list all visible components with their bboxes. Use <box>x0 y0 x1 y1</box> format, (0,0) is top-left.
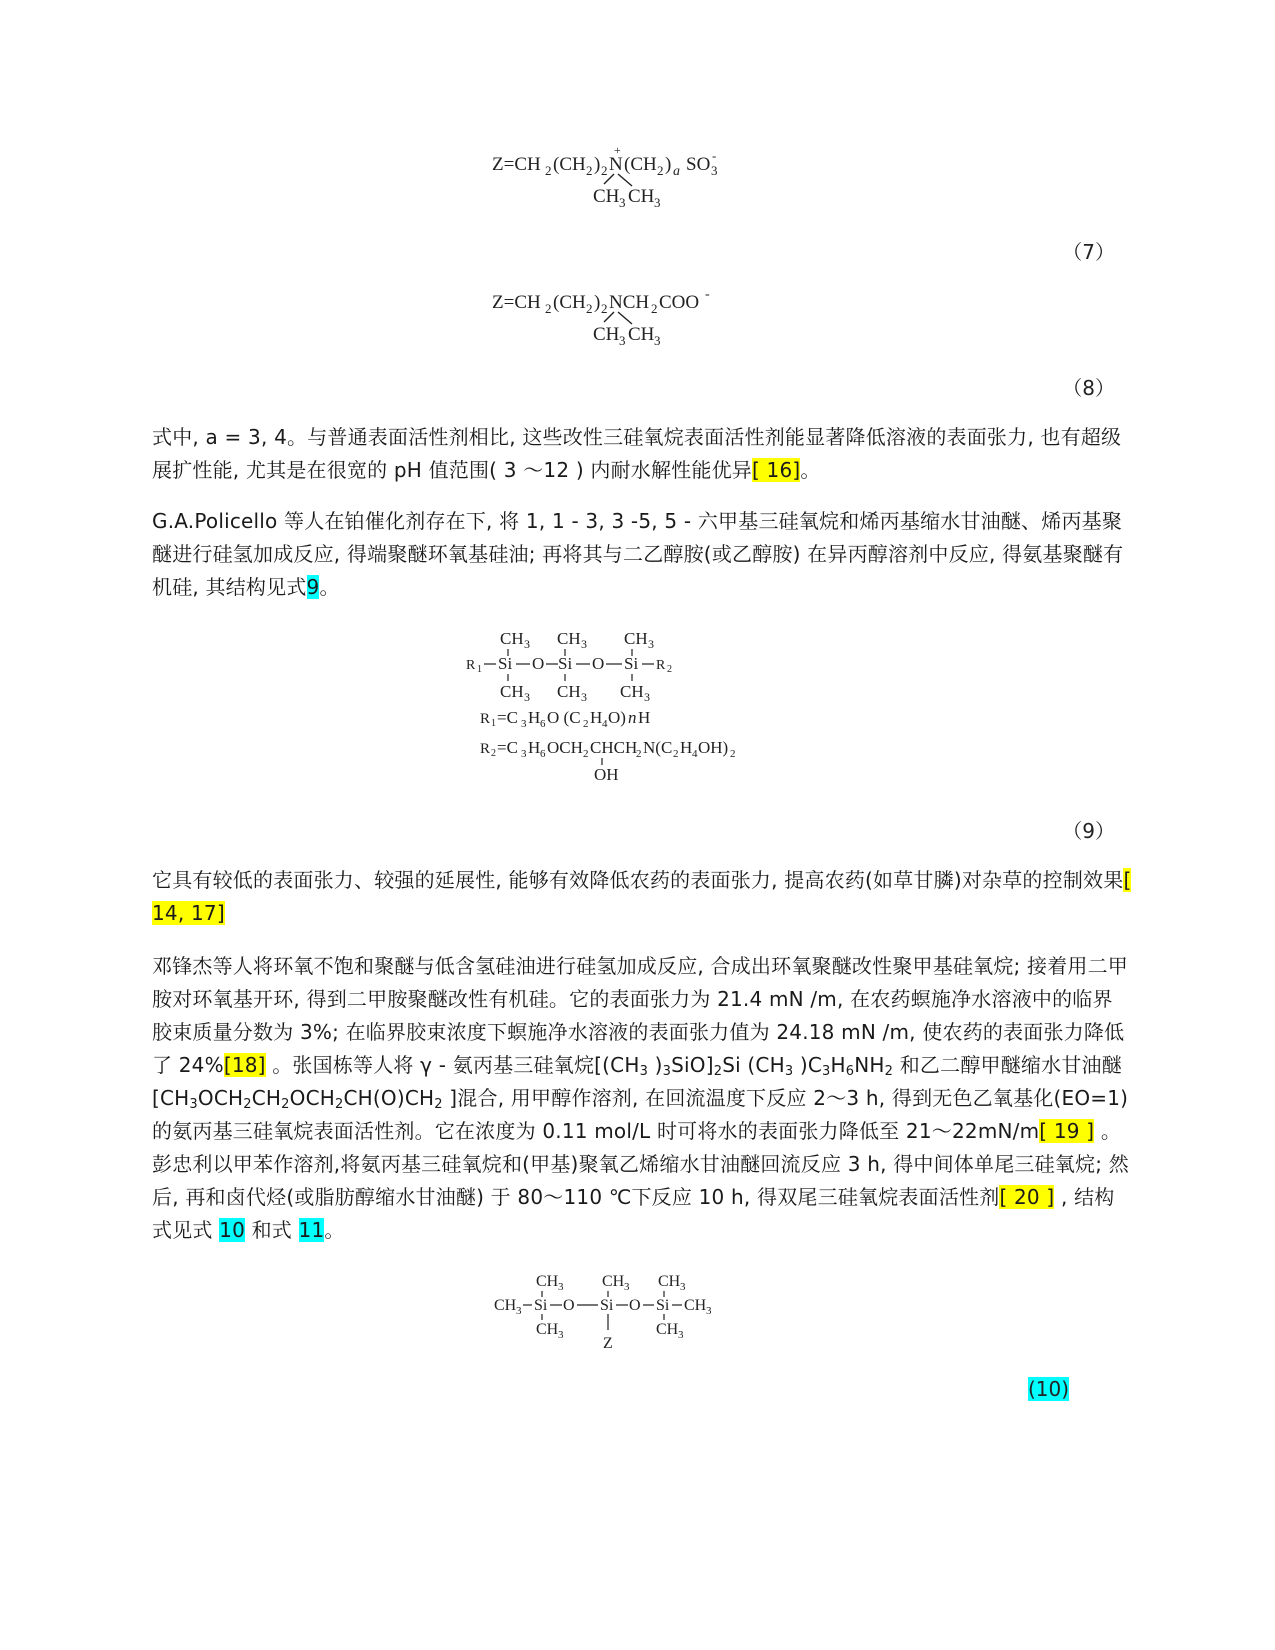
svg-text:CH: CH <box>658 1273 681 1290</box>
paragraph-2 <box>152 505 1132 604</box>
equation-number-10: (10) <box>1027 1377 1069 1401</box>
svg-text:3: 3 <box>524 690 530 704</box>
svg-text:2: 2 <box>491 748 496 759</box>
svg-text:Si: Si <box>656 1297 670 1314</box>
paragraph-4-text-b3: SiO] <box>671 1053 714 1077</box>
svg-text:Si: Si <box>558 654 573 673</box>
svg-text:2: 2 <box>601 163 608 178</box>
svg-text:Si: Si <box>600 1297 614 1314</box>
paragraph-4-text-b13: ]混合, 用甲醇作溶剂, 在回流温度下反应 2～3 h, 得到无色乙氧基化(EO=1) 的氨丙基三硅氧烷表面活性剂。它在浓度为 0.11 mol/L 时可将水的表面张力降低至 21～22mN/m <box>152 1086 1129 1143</box>
svg-text:2: 2 <box>636 748 642 760</box>
svg-text:2: 2 <box>586 163 593 178</box>
svg-text:3: 3 <box>654 333 661 348</box>
svg-text:2: 2 <box>545 163 552 178</box>
svg-text:3: 3 <box>648 637 654 651</box>
svg-text:CH: CH <box>620 682 644 701</box>
paragraph-3-text: 它具有较低的表面张力、较强的延展性, 能够有效降低农药的表面张力, 提高农药(如草甘膦)对杂草的控制效果 <box>152 868 1124 892</box>
svg-text:1: 1 <box>491 718 496 729</box>
svg-text:2: 2 <box>586 301 593 316</box>
paragraph-4-text-c: 。彭忠利以甲苯作溶剂,将氨丙基三硅氧烷和(甲基)聚氧乙烯缩水甘油醚回流反应 3 h, 得中间体单尾三硅氧烷; 然后, 再和卤代烃(或脂肪醇缩水甘油醚) 于 80～110 ℃下反应 10 h, 得双尾三硅氧烷表面活性剂 <box>152 1119 1129 1209</box>
svg-text:H: H <box>680 738 693 757</box>
svg-text:OCH: OCH <box>547 738 583 757</box>
svg-text:3: 3 <box>581 637 587 651</box>
paragraph-3 <box>152 864 1132 930</box>
formula-8 <box>490 278 730 348</box>
paragraph-4-text-b8: 和乙二醇甲醚缩水甘油醚[CH <box>152 1053 1122 1110</box>
subscript: 2 <box>335 1097 344 1112</box>
svg-text:CH: CH <box>602 1273 625 1290</box>
svg-text:O: O <box>563 1297 575 1314</box>
svg-text:Si: Si <box>498 654 513 673</box>
svg-text:-: - <box>712 148 717 163</box>
svg-text:6: 6 <box>540 718 546 730</box>
svg-text:CH: CH <box>536 1273 559 1290</box>
subscript: 2 <box>713 1064 723 1079</box>
svg-text:3: 3 <box>619 195 626 210</box>
svg-text:CH: CH <box>593 186 620 207</box>
paragraph-4-text-b6: H <box>830 1053 846 1077</box>
svg-text:(CH: (CH <box>553 154 586 175</box>
paragraph-4-text-b4: Si (CH <box>722 1053 785 1077</box>
svg-text:2: 2 <box>601 301 608 316</box>
subscript: 3 <box>189 1097 198 1112</box>
svg-text:3: 3 <box>654 195 661 210</box>
svg-text:2: 2 <box>673 748 679 760</box>
subscript: 6 <box>845 1064 855 1079</box>
paragraph-4-text-b5: )C <box>793 1053 823 1077</box>
svg-text:3: 3 <box>558 1329 564 1341</box>
svg-text:CH: CH <box>624 629 648 648</box>
paragraph-4-text-b9: OCH <box>197 1086 244 1110</box>
svg-text:3: 3 <box>581 690 587 704</box>
svg-text:CH: CH <box>684 1297 707 1314</box>
svg-text:2: 2 <box>583 748 589 760</box>
svg-text:4: 4 <box>692 748 698 760</box>
svg-text:6: 6 <box>540 748 546 760</box>
subscript: 2 <box>243 1097 252 1112</box>
svg-text:+: + <box>614 143 621 157</box>
paragraph-4-text-b: 。张国栋等人将 γ - 氨丙基三硅氧烷[(CH <box>265 1053 640 1077</box>
svg-text:CH: CH <box>500 629 524 648</box>
svg-text:H: H <box>528 738 541 757</box>
svg-text:OH: OH <box>594 765 619 784</box>
svg-text:3: 3 <box>711 163 718 178</box>
svg-text:CH: CH <box>656 1321 679 1338</box>
paragraph-4-text-a: 邓锋杰等人将环氧不饱和聚醚与低含氢硅油进行硅氢加成反应, 合成出环氧聚醚改性聚甲基硅氧烷; 接着用二甲胺对环氧基开环, 得到二甲胺聚醚改性有机硅。它的表面张力为 21.4 mN /m, 在农药螟施净水溶液中的临界胶束质量分数为 3%; 在临界胶束浓度下螟施净水溶液的表面张力值为 24.18 mN /m, 使农药的表面张力降低了 24% <box>152 954 1129 1077</box>
formula-ref-9[interactable]: 9 <box>306 575 320 599</box>
subscript: 3 <box>784 1064 794 1079</box>
formula-7 <box>490 140 730 210</box>
svg-text:2: 2 <box>583 718 589 730</box>
svg-text:R: R <box>656 658 666 673</box>
formula-ref-11[interactable]: 11 <box>298 1218 325 1242</box>
equation-number-7: （7） <box>1062 240 1115 264</box>
svg-text:CHCH: CHCH <box>590 738 638 757</box>
svg-text:CH: CH <box>557 682 581 701</box>
svg-text:CH: CH <box>628 186 655 207</box>
svg-text:3: 3 <box>644 690 650 704</box>
paragraph-4 <box>152 950 1132 1247</box>
paragraph-4-end: 。 <box>324 1218 345 1242</box>
paragraph-4-text-e: 和式 <box>245 1218 299 1242</box>
svg-text:(CH: (CH <box>624 154 657 175</box>
subscript: 2 <box>434 1097 443 1112</box>
svg-text:Z=CH: Z=CH <box>492 292 541 313</box>
svg-text:CH: CH <box>500 682 524 701</box>
citation-16[interactable]: [ 16] <box>751 458 801 482</box>
paragraph-1-end: 。 <box>800 458 821 482</box>
equation-number-9: （9） <box>1062 819 1115 843</box>
svg-text:N: N <box>609 154 623 175</box>
svg-text:O): O) <box>608 708 626 727</box>
svg-text:3: 3 <box>619 333 626 348</box>
svg-text:): ) <box>594 292 601 313</box>
equation-number-8: （8） <box>1062 376 1115 400</box>
svg-text:CH: CH <box>628 324 655 345</box>
paragraph-4-text-d: , 结构式见式 <box>152 1185 1115 1242</box>
svg-text:O: O <box>629 1297 641 1314</box>
svg-text:CH: CH <box>593 324 620 345</box>
formula-10 <box>492 1268 732 1358</box>
svg-text:=C: =C <box>497 708 518 727</box>
svg-text:2: 2 <box>730 748 736 760</box>
svg-text:): ) <box>594 154 601 175</box>
citation-20[interactable]: [ 20 ] <box>999 1185 1055 1209</box>
subscript: 3 <box>662 1064 672 1079</box>
svg-text:3: 3 <box>516 1305 522 1317</box>
svg-text:3: 3 <box>558 1281 564 1293</box>
paragraph-4-text-b10: CH <box>251 1086 282 1110</box>
paragraph-4-text-b7: NH <box>854 1053 885 1077</box>
svg-text:O (C: O (C <box>547 708 581 727</box>
svg-text:4: 4 <box>602 718 608 730</box>
subscript: 2 <box>281 1097 290 1112</box>
citation-19[interactable]: [ 19 ] <box>1039 1119 1095 1143</box>
svg-text:Z=CH: Z=CH <box>492 154 541 175</box>
svg-text:2: 2 <box>667 664 672 675</box>
svg-text:a: a <box>673 164 680 179</box>
citation-18[interactable]: [18] <box>223 1053 266 1077</box>
svg-text:(CH: (CH <box>553 292 586 313</box>
subscript: 3 <box>639 1064 649 1079</box>
svg-text:2: 2 <box>651 301 658 316</box>
paragraph-4-text-b12: CH(O)CH <box>343 1086 435 1110</box>
svg-text:Z: Z <box>603 1335 613 1352</box>
svg-text:N(C: N(C <box>643 738 673 757</box>
paragraph-4-text-b11: OCH <box>289 1086 335 1110</box>
svg-text:n: n <box>628 708 637 727</box>
paragraph-2-text: G.A.Policello 等人在铂催化剂存在下, 将 1, 1 - 3, 3 -5, 5 - 六甲基三硅氧烷和烯丙基缩水甘油醚、烯丙基聚醚进行硅氢加成反应, 得端聚醚环氧基硅油; 再将其与二乙醇胺(或乙醇胺) 在异丙醇溶剂中反应, 得氨基聚醚有机硅, 其结构见式 <box>152 509 1124 599</box>
formula-ref-10[interactable]: 10 <box>219 1218 246 1242</box>
subscript: 2 <box>884 1064 894 1079</box>
svg-text:NCH: NCH <box>609 292 650 313</box>
svg-text:H: H <box>638 708 651 727</box>
citation-14-17[interactable]: [ 14, 17] <box>152 868 1132 925</box>
svg-text:O: O <box>592 654 605 673</box>
svg-text:R: R <box>480 711 491 727</box>
paragraph-2-end: 。 <box>319 575 340 599</box>
svg-text:2: 2 <box>657 163 664 178</box>
svg-text:H: H <box>528 708 541 727</box>
svg-text:H: H <box>590 708 603 727</box>
svg-text:3: 3 <box>706 1305 712 1317</box>
svg-text:R: R <box>466 658 476 673</box>
svg-text:Si: Si <box>624 654 639 673</box>
formula-9 <box>462 622 762 792</box>
svg-text:CH: CH <box>536 1321 559 1338</box>
svg-text:1: 1 <box>477 664 482 675</box>
paragraph-4-text-b2: ) <box>648 1053 663 1077</box>
svg-text:R: R <box>480 741 491 757</box>
svg-text:3: 3 <box>524 637 530 651</box>
svg-text:3: 3 <box>521 718 527 730</box>
svg-text:3: 3 <box>624 1281 630 1293</box>
svg-text:): ) <box>665 154 672 175</box>
svg-text:O: O <box>532 654 545 673</box>
paragraph-1 <box>152 421 1132 487</box>
svg-text:Si: Si <box>534 1297 548 1314</box>
svg-text:3: 3 <box>521 748 527 760</box>
svg-text:=C: =C <box>497 738 518 757</box>
paragraph-1-text: 式中, a = 3, 4。与普通表面活性剂相比, 这些改性三硅氧烷表面活性剂能显著降低溶液的表面张力, 也有超级展扩性能, 尤其是在很宽的 pH 值范围( 3 ～12 ) 内耐水解性能优异 <box>152 425 1122 482</box>
svg-text:CH: CH <box>494 1297 517 1314</box>
svg-text:OH): OH) <box>698 738 729 757</box>
svg-text:COO: COO <box>659 292 700 313</box>
svg-text:3: 3 <box>680 1281 686 1293</box>
subscript: 3 <box>822 1064 831 1079</box>
svg-text:3: 3 <box>678 1329 684 1341</box>
svg-text:2: 2 <box>545 301 552 316</box>
svg-text:SO: SO <box>686 154 711 175</box>
svg-text:CH: CH <box>557 629 581 648</box>
svg-text:-: - <box>705 287 710 302</box>
